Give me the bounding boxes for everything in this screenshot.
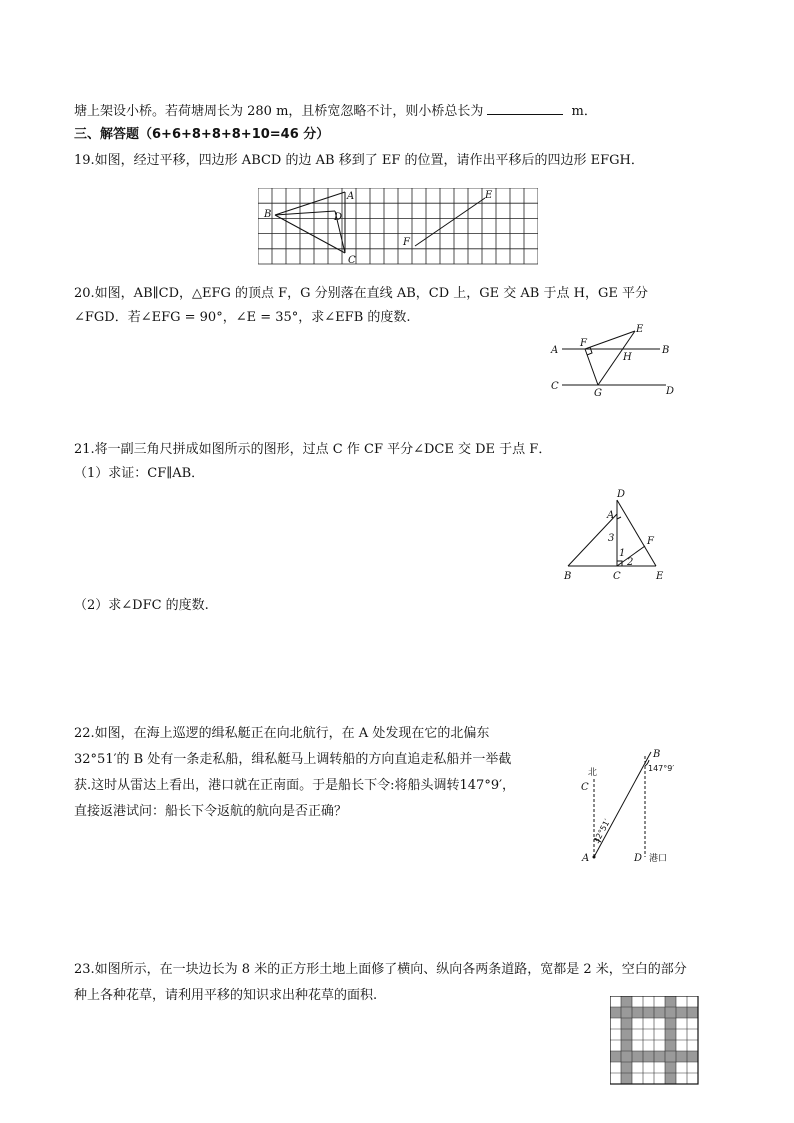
q19-grid xyxy=(258,188,538,264)
q21-label-b: B xyxy=(564,571,572,582)
q22-point-a xyxy=(593,856,596,859)
q22-label-c: C xyxy=(581,782,589,793)
q20-label-f: F xyxy=(580,338,587,349)
q22-line2: 32°51′的 B 处有一条走私船，缉私艇马上调转船的方向直追走私船并一举截 xyxy=(74,752,512,767)
q22-label-port: 港口 xyxy=(649,854,668,864)
q19-label-b: B xyxy=(264,209,272,220)
q19-label-d: D xyxy=(334,212,343,223)
q21-angle-mark xyxy=(617,517,621,519)
q20-line2: ∠FGD．若∠EFG = 90°，∠E = 35°，求∠EFB 的度数. xyxy=(74,310,411,325)
intro-unit: m． xyxy=(567,104,597,119)
q21-label-f: F xyxy=(647,536,654,547)
q23-line2: 种上各种花草，请利用平移的知识求出种花草的面积. xyxy=(74,988,378,1003)
intro-line xyxy=(74,100,597,122)
q22-label-north: 北 xyxy=(588,768,598,778)
section-title: 三、解答题（6+6+8+8+8+10=46 分） xyxy=(74,127,330,142)
q23-figure xyxy=(610,996,700,1086)
q22-line3: 获.这时从雷达上看出，港口就在正南面。于是船长下令:将船头调转147°9′， xyxy=(74,778,516,793)
q22-line4: 直接返港试问：船长下令返航的航向是否正确？ xyxy=(74,804,348,819)
q19-quadrilateral xyxy=(275,192,485,253)
q21-label-e: E xyxy=(656,571,664,582)
q20-side-fg xyxy=(585,349,598,385)
q21-figure xyxy=(560,486,672,586)
q19-label-e: E xyxy=(485,190,493,201)
q22-angle-a-label: 32°51′ xyxy=(591,817,613,845)
q20-label-g: G xyxy=(594,388,602,399)
q22-label-b: B xyxy=(653,749,661,760)
q20-label-a: A xyxy=(551,345,559,356)
intro-text: 塘上架设小桥。若荷塘周长为 280 m，且桥宽忽略不计，则小桥总长为 xyxy=(74,104,484,119)
q22-figure xyxy=(574,744,694,866)
q21-angle-1: 1 xyxy=(619,548,626,559)
q20-label-c: C xyxy=(551,381,559,392)
q21-text: 21.将一副三角尺拼成如图所示的图形，过点 C 作 CF 平分∠DCE 交 DE 于点 F． xyxy=(74,442,552,457)
q19-label-a: A xyxy=(347,191,355,202)
q20-label-d: D xyxy=(666,386,675,397)
q20-label-e: E xyxy=(636,324,644,335)
q21-label-c: C xyxy=(613,571,621,582)
q21-part1: （1）求证：CF∥AB． xyxy=(74,466,205,481)
q20-label-b: B xyxy=(662,345,670,356)
q21-label-a: A xyxy=(607,510,615,521)
q22-label-d: D xyxy=(634,853,643,864)
q21-label-d: D xyxy=(617,489,626,500)
q22-course-ab xyxy=(591,752,651,857)
q21-angle-2: 2 xyxy=(627,557,634,568)
q20-label-h: H xyxy=(623,352,632,363)
q21-angle-3: 3 xyxy=(608,533,615,544)
q19-grid-figure xyxy=(258,188,538,270)
q22-angle-b-label: 147°9′ xyxy=(648,764,675,773)
answer-blank[interactable] xyxy=(487,100,563,115)
q20-side-fe xyxy=(585,331,635,349)
q20-line1: 20.如图，AB∥CD，△EFG 的顶点 F，G 分别落在直线 AB，CD 上，GE 交 AB 于点 H，GE 平分 xyxy=(74,286,648,301)
q22-label-a: A xyxy=(582,853,590,864)
q19-label-f: F xyxy=(403,237,410,248)
q19-label-c: C xyxy=(348,255,356,266)
q23-line1: 23.如图所示，在一块边长为 8 米的正方形土地上面修了横向、纵向各两条道路，宽都是 2 米，空白的部分 xyxy=(74,962,687,977)
q20-figure xyxy=(548,322,678,400)
q21-part2: （2）求∠DFC 的度数. xyxy=(74,598,209,613)
q22-line1: 22.如图，在海上巡逻的缉私艇正在向北航行，在 A 处发现在它的北偏东 xyxy=(74,726,490,741)
q19-text: 19.如图，经过平移，四边形 ABCD 的边 AB 移到了 EF 的位置，请作出平移后的四边形 EFGH． xyxy=(74,153,644,168)
